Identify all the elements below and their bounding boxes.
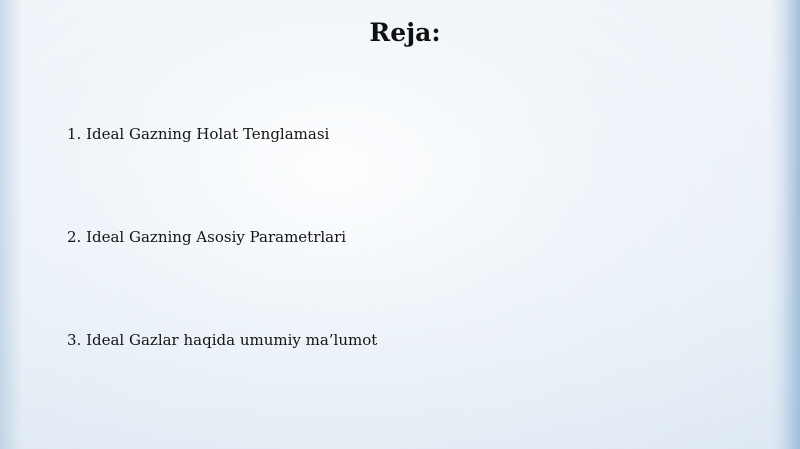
slide-title: Reja:: [369, 18, 441, 47]
plan-list-item-2: 2. Ideal Gazning Asosiy Parametrlari: [67, 228, 347, 246]
plan-list-item-3: 3. Ideal Gazlar haqida umumiy ma’lumot: [67, 331, 378, 349]
plan-list-item-1: 1. Ideal Gazning Holat Tenglamasi: [67, 125, 330, 143]
